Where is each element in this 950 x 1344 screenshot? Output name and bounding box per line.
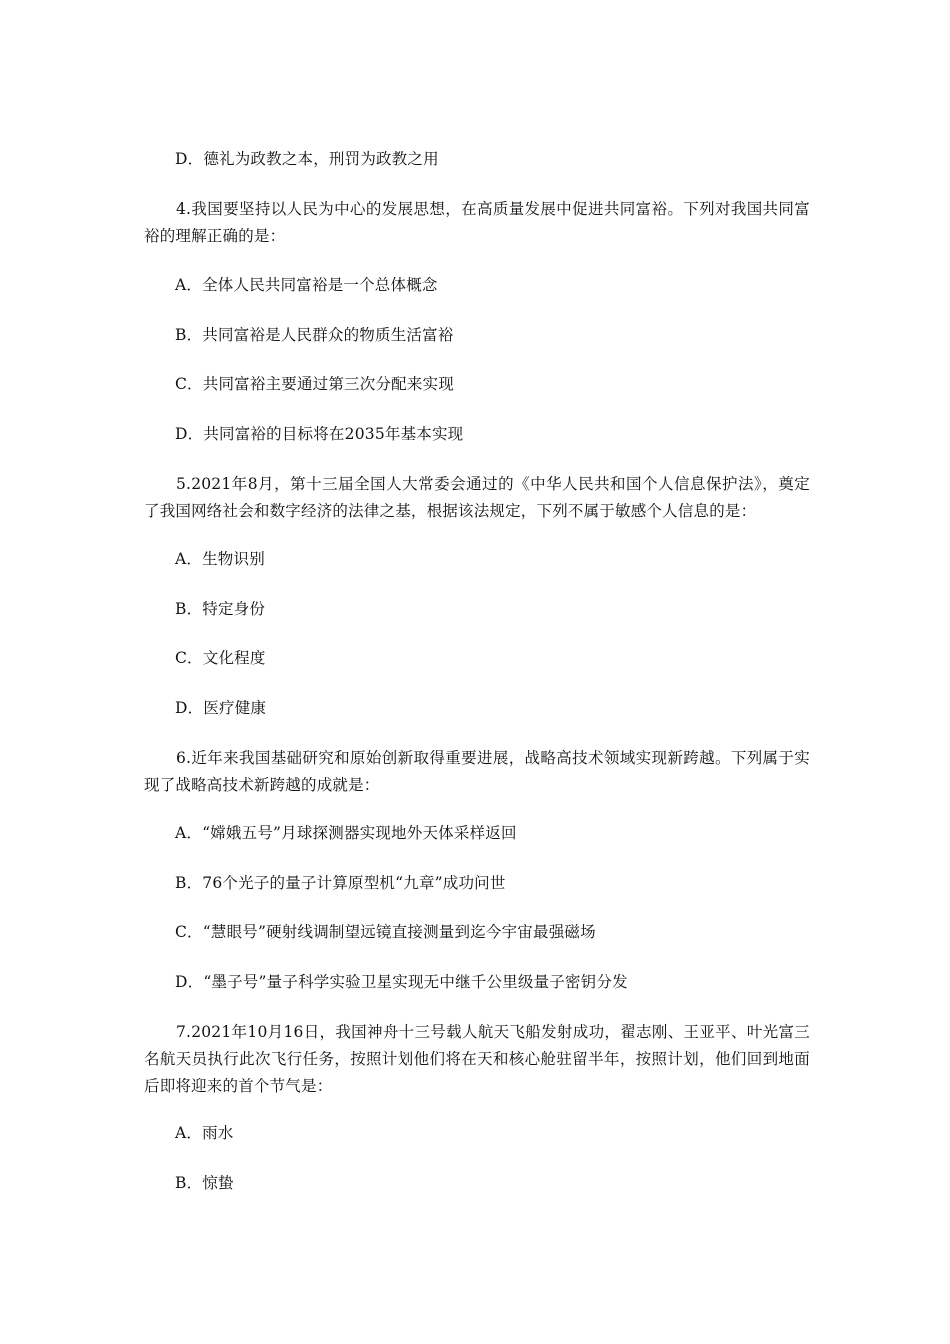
- question-5-option-b: B．特定身份: [175, 600, 266, 618]
- prev-question-option-d: D．德礼为政教之本，刑罚为政教之用: [175, 150, 439, 168]
- question-4-option-d: D．共同富裕的目标将在2035年基本实现: [175, 425, 464, 443]
- question-5-stem: 5.2021年8月，第十三届全国人大常委会通过的《中华人民共和国个人信息保护法》，奠定了我国网络社会和数字经济的法律之基，根据该法规定，下列不属于敏感个人信息的是：: [144, 475, 810, 520]
- question-5-option-d: D．医疗健康: [175, 699, 267, 717]
- question-6-option-c: C．“慧眼号”硬射线调制望远镜直接测量到迄今宇宙最强磁场: [175, 923, 596, 941]
- question-7-stem: 7.2021年10月16日，我国神舟十三号载人航天飞船发射成功，翟志刚、王亚平、叶光富三名航天员执行此次飞行任务，按照计划他们将在天和核心舱驻留半年，按照计划，他们回到地面后即将迎来的首个节气是：: [144, 1023, 810, 1095]
- question-6-option-b: B．76个光子的量子计算原型机“九章”成功问世: [175, 874, 506, 892]
- question-4-option-c: C．共同富裕主要通过第三次分配来实现: [175, 375, 454, 393]
- question-6-option-a: A．“嫦娥五号”月球探测器实现地外天体采样返回: [175, 824, 517, 842]
- question-5-option-c: C．文化程度: [175, 649, 266, 667]
- question-4-option-a: A．全体人民共同富裕是一个总体概念: [175, 276, 438, 294]
- question-5-option-a: A．生物识别: [175, 550, 265, 568]
- question-4-option-b: B．共同富裕是人民群众的物质生活富裕: [175, 326, 454, 344]
- question-4-stem: 4.我国要坚持以人民为中心的发展思想，在高质量发展中促进共同富裕。下列对我国共同富裕的理解正确的是：: [144, 200, 810, 245]
- question-7-option-b: B．惊蛰: [175, 1174, 234, 1192]
- question-6-stem: 6.近年来我国基础研究和原始创新取得重要进展，战略高技术领域实现新跨越。下列属于实现了战略高技术新跨越的成就是：: [144, 749, 810, 794]
- question-6-option-d: D．“墨子号”量子科学实验卫星实现无中继千公里级量子密钥分发: [175, 973, 628, 991]
- question-7-option-a: A．雨水: [175, 1124, 234, 1142]
